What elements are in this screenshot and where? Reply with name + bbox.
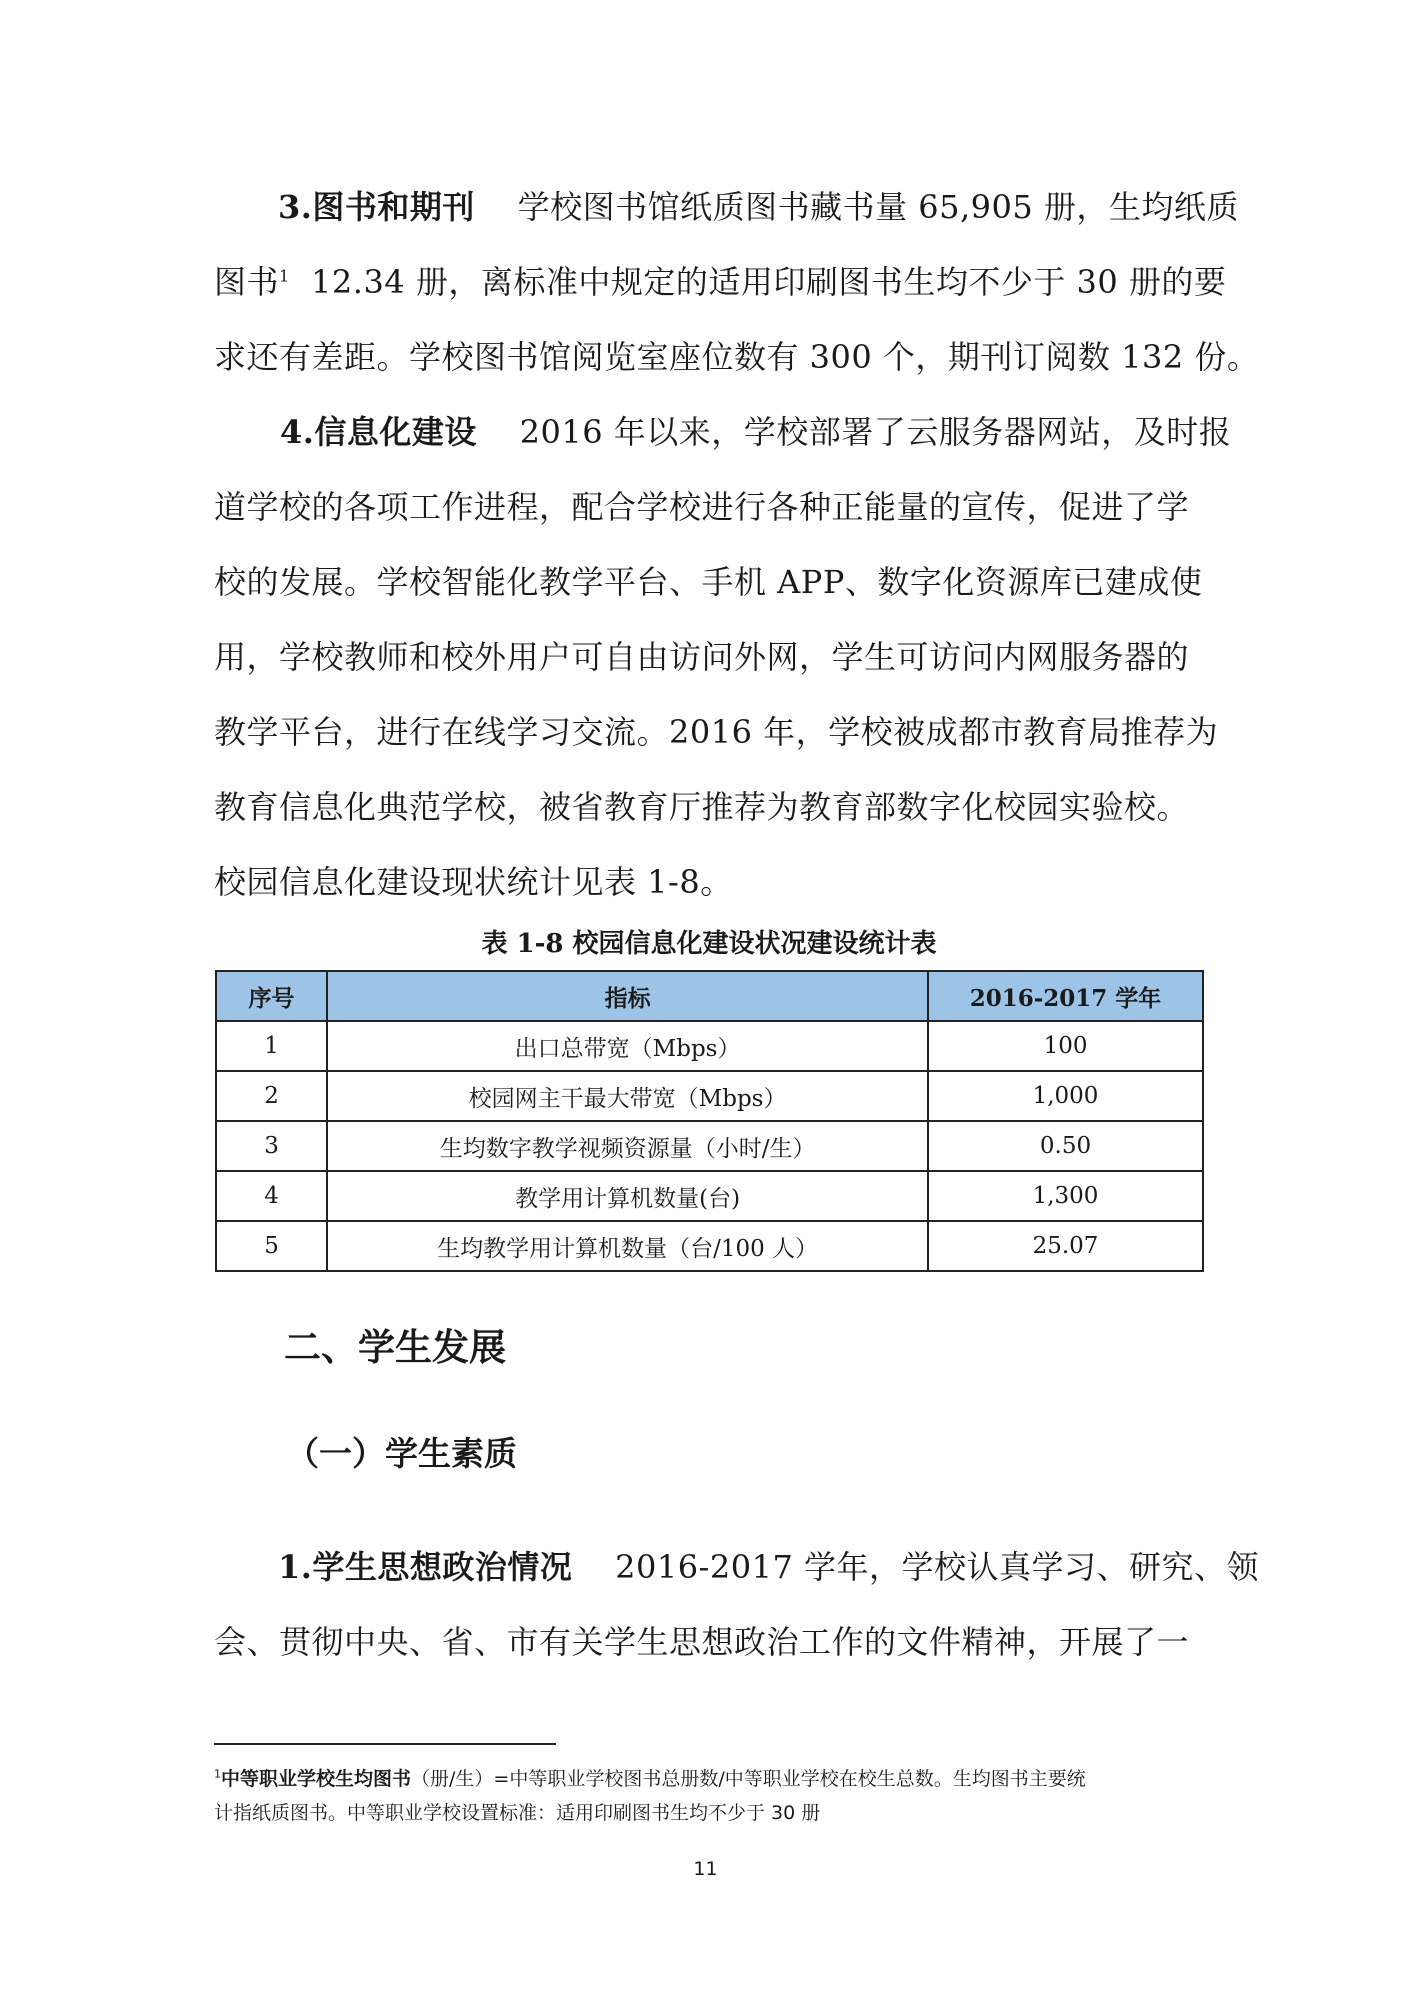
line-text: 图书 bbox=[214, 263, 280, 301]
paragraph-lead: 4.信息化建设 bbox=[280, 413, 477, 451]
cell-indicator: 生均数字教学视频资源量（小时/生） bbox=[327, 1121, 928, 1171]
footnote bbox=[214, 1762, 1204, 1830]
paragraph-informatization bbox=[214, 395, 1232, 920]
paragraph-line bbox=[214, 1530, 1259, 1605]
cell-value: 25.07 bbox=[928, 1221, 1203, 1271]
paragraph-line: 会、贯彻中央、省、市有关学生思想政治工作的文件精神，开展了一 bbox=[214, 1623, 1190, 1661]
line-text: 学校图书馆纸质图书藏书量 65,905 册，生均纸质 bbox=[517, 188, 1239, 226]
paragraph-line bbox=[214, 395, 1232, 470]
footnote-text: （册/生）=中等职业学校图书总册数/中等职业学校在校生总数。生均图书主要统 bbox=[411, 1768, 1086, 1790]
paragraph-books bbox=[214, 170, 1260, 395]
paragraph-lead: 1.学生思想政治情况 bbox=[278, 1548, 573, 1586]
section-heading: 二、学生发展 bbox=[284, 1326, 506, 1369]
table-caption: 表 1-8 校园信息化建设状况建设统计表 bbox=[481, 929, 937, 959]
cell-index: 4 bbox=[216, 1171, 327, 1221]
footnote-mark: 1 bbox=[214, 1767, 221, 1781]
cell-value: 100 bbox=[928, 1021, 1203, 1071]
cell-index: 5 bbox=[216, 1221, 327, 1271]
line-text: 12.34 册，离标准中规定的适用印刷图书生均不少于 30 册的要 bbox=[311, 263, 1227, 301]
cell-indicator: 教学用计算机数量(台) bbox=[327, 1171, 928, 1221]
cell-indicator: 校园网主干最大带宽（Mbps） bbox=[327, 1071, 928, 1121]
paragraph-line: 校的发展。学校智能化教学平台、手机 APP、数字化资源库已建成使 bbox=[214, 563, 1203, 601]
paragraph-line: 求还有差距。学校图书馆阅览室座位数有 300 个，期刊订阅数 132 份。 bbox=[214, 338, 1260, 376]
footnote-divider bbox=[214, 1743, 556, 1745]
paragraph-line: 用，学校教师和校外用户可自由访问外网，学生可访问内网服务器的 bbox=[214, 638, 1190, 676]
cell-index: 2 bbox=[216, 1071, 327, 1121]
cell-index: 3 bbox=[216, 1121, 327, 1171]
cell-indicator: 出口总带宽（Mbps） bbox=[327, 1021, 928, 1071]
cell-value: 0.50 bbox=[928, 1121, 1203, 1171]
table-row bbox=[216, 1021, 1203, 1071]
cell-value: 1,300 bbox=[928, 1171, 1203, 1221]
table-row bbox=[216, 1071, 1203, 1121]
paragraph-line: 教育信息化典范学校，被省教育厅推荐为教育部数字化校园实验校。 bbox=[214, 788, 1190, 826]
cell-value: 1,000 bbox=[928, 1071, 1203, 1121]
header-index: 序号 bbox=[216, 971, 327, 1021]
table-row bbox=[216, 1121, 1203, 1171]
footnote-line: 计指纸质图书。中等职业学校设置标准：适用印刷图书生均不少于 30 册 bbox=[214, 1802, 821, 1824]
paragraph-line bbox=[214, 245, 1227, 320]
header-year: 2016-2017 学年 bbox=[928, 971, 1203, 1021]
paragraph-line: 教学平台，进行在线学习交流。2016 年，学校被成都市教育局推荐为 bbox=[214, 713, 1219, 751]
paragraph-line: 道学校的各项工作进程，配合学校进行各种正能量的宣传，促进了学 bbox=[214, 488, 1190, 526]
subsection-heading: （一）学生素质 bbox=[286, 1434, 517, 1473]
table-row bbox=[216, 1221, 1203, 1271]
cell-indicator: 生均教学用计算机数量（台/100 人） bbox=[327, 1221, 928, 1271]
footnote-reference[interactable]: 1 bbox=[279, 266, 290, 286]
paragraph-line: 校园信息化建设现状统计见表 1-8。 bbox=[214, 863, 733, 901]
footnote-term: 中等职业学校生均图书 bbox=[221, 1768, 412, 1790]
line-text: 2016 年以来，学校部署了云服务器网站，及时报 bbox=[519, 413, 1232, 451]
header-indicator: 指标 bbox=[327, 971, 928, 1021]
paragraph-student-politics bbox=[214, 1530, 1259, 1680]
page-number: 11 bbox=[693, 1858, 718, 1880]
footnote-line bbox=[214, 1762, 1204, 1796]
paragraph-line bbox=[214, 170, 1239, 245]
line-text: 2016-2017 学年，学校认真学习、研究、领 bbox=[615, 1548, 1259, 1586]
paragraph-lead: 3.图书和期刊 bbox=[278, 188, 475, 226]
table-row bbox=[216, 1171, 1203, 1221]
cell-index: 1 bbox=[216, 1021, 327, 1071]
statistics-table bbox=[215, 970, 1204, 1272]
table-header-row bbox=[216, 971, 1203, 1021]
